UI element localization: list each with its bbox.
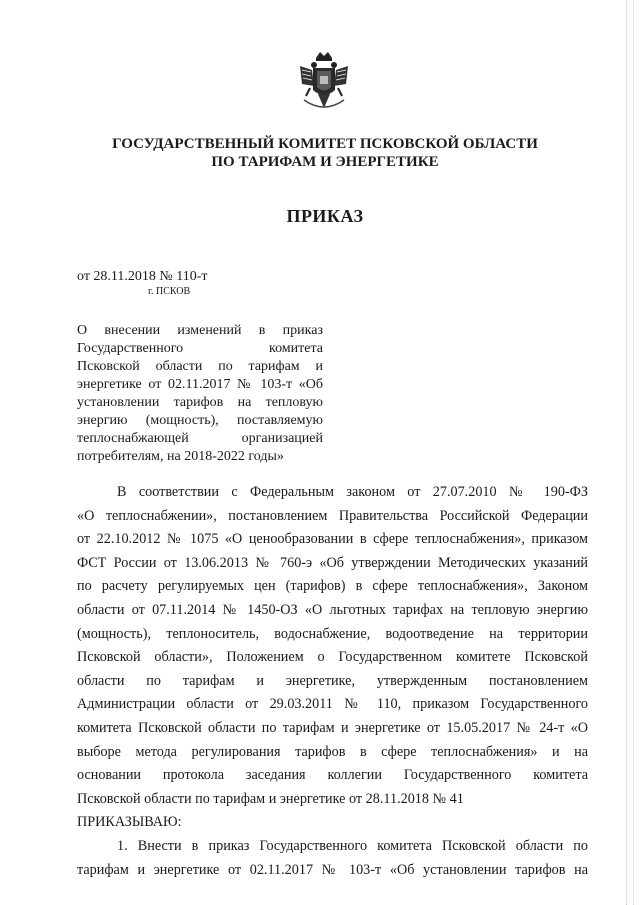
subject-line: потребителям, на 2018-2022 годы» [77,449,284,464]
body-line: 1. Внести в приказ Государственного комитета Псковской области по [117,837,588,854]
subject-line: энергетике от 02.11.2017 № 103-т «Об [77,377,323,392]
body-line: основании протокола заседания коллегии Государственного комитета [77,767,588,784]
body-line: тарифам и энергетике от 02.11.2017 № 103-т «Об установлении тарифов на [77,861,588,878]
order-subject [77,322,323,466]
scan-edge-line [633,0,636,905]
body-line: (мощность), теплоноситель, водоснабжение, водоотведение на территории [77,625,588,642]
subject-line: теплоснабжающей организацией [77,431,323,446]
order-word: ПРИКАЗЫВАЮ: [77,814,182,831]
document-date-number: от 28.11.2018 № 110-т [77,269,208,284]
body-line: от 22.10.2012 № 1075 «О ценообразовании в сфере теплоснабжения», приказом [77,531,588,548]
body-line: ФСТ России от 13.06.2013 № 760-э «Об утверждении Методических указаний [77,554,588,571]
agency-name-line-1: ГОСУДАРСТВЕННЫЙ КОМИТЕТ ПСКОВСКОЙ ОБЛАСТИ [112,136,538,152]
body-line: выборе метода регулирования тарифов в сфере теплоснабжения» и на [77,743,588,760]
body-line: Администрации области от 29.03.2011 № 110, приказом Государственного [77,696,588,713]
scan-edge-line [626,0,629,905]
body-line: по расчету регулируемых цен (тарифов) в сфере теплоснабжения», Законом [77,578,588,595]
order-body [77,481,588,882]
subject-line: О внесении изменений в приказ [77,323,323,338]
body-line: области по тарифам и энергетике, утвержденным постановлением [77,672,588,689]
coat-of-arms-icon [296,50,352,116]
body-line: области от 07.11.2014 № 1450-ОЗ «О льготных тарифах на тепловую энергию [77,601,588,618]
body-line: комитета Псковской области по тарифам и энергетике от 15.05.2017 № 24-т «О [77,719,588,736]
body-line: Псковской области по тарифам и энергетике от 28.11.2018 № 41 [77,790,464,807]
body-line: «О теплоснабжении», постановлением Правительства Российской Федерации [77,507,588,524]
body-line: В соответствии с Федеральным законом от 27.07.2010 № 190-ФЗ [117,484,588,500]
agency-name [60,135,590,171]
document-type-title: ПРИКАЗ [286,206,364,226]
subject-line: Государственного комитета [77,341,323,356]
subject-line: энергию (мощность), поставляемую [77,413,323,428]
document-city: г. ПСКОВ [148,286,191,297]
body-line: Псковской области», Положением о Государственном комитете Псковской [77,649,588,666]
subject-line: установлении тарифов на тепловую [77,395,323,410]
agency-name-line-2: ПО ТАРИФАМ И ЭНЕРГЕТИКЕ [211,154,439,170]
subject-line: Псковской области по тарифам и [77,359,323,374]
